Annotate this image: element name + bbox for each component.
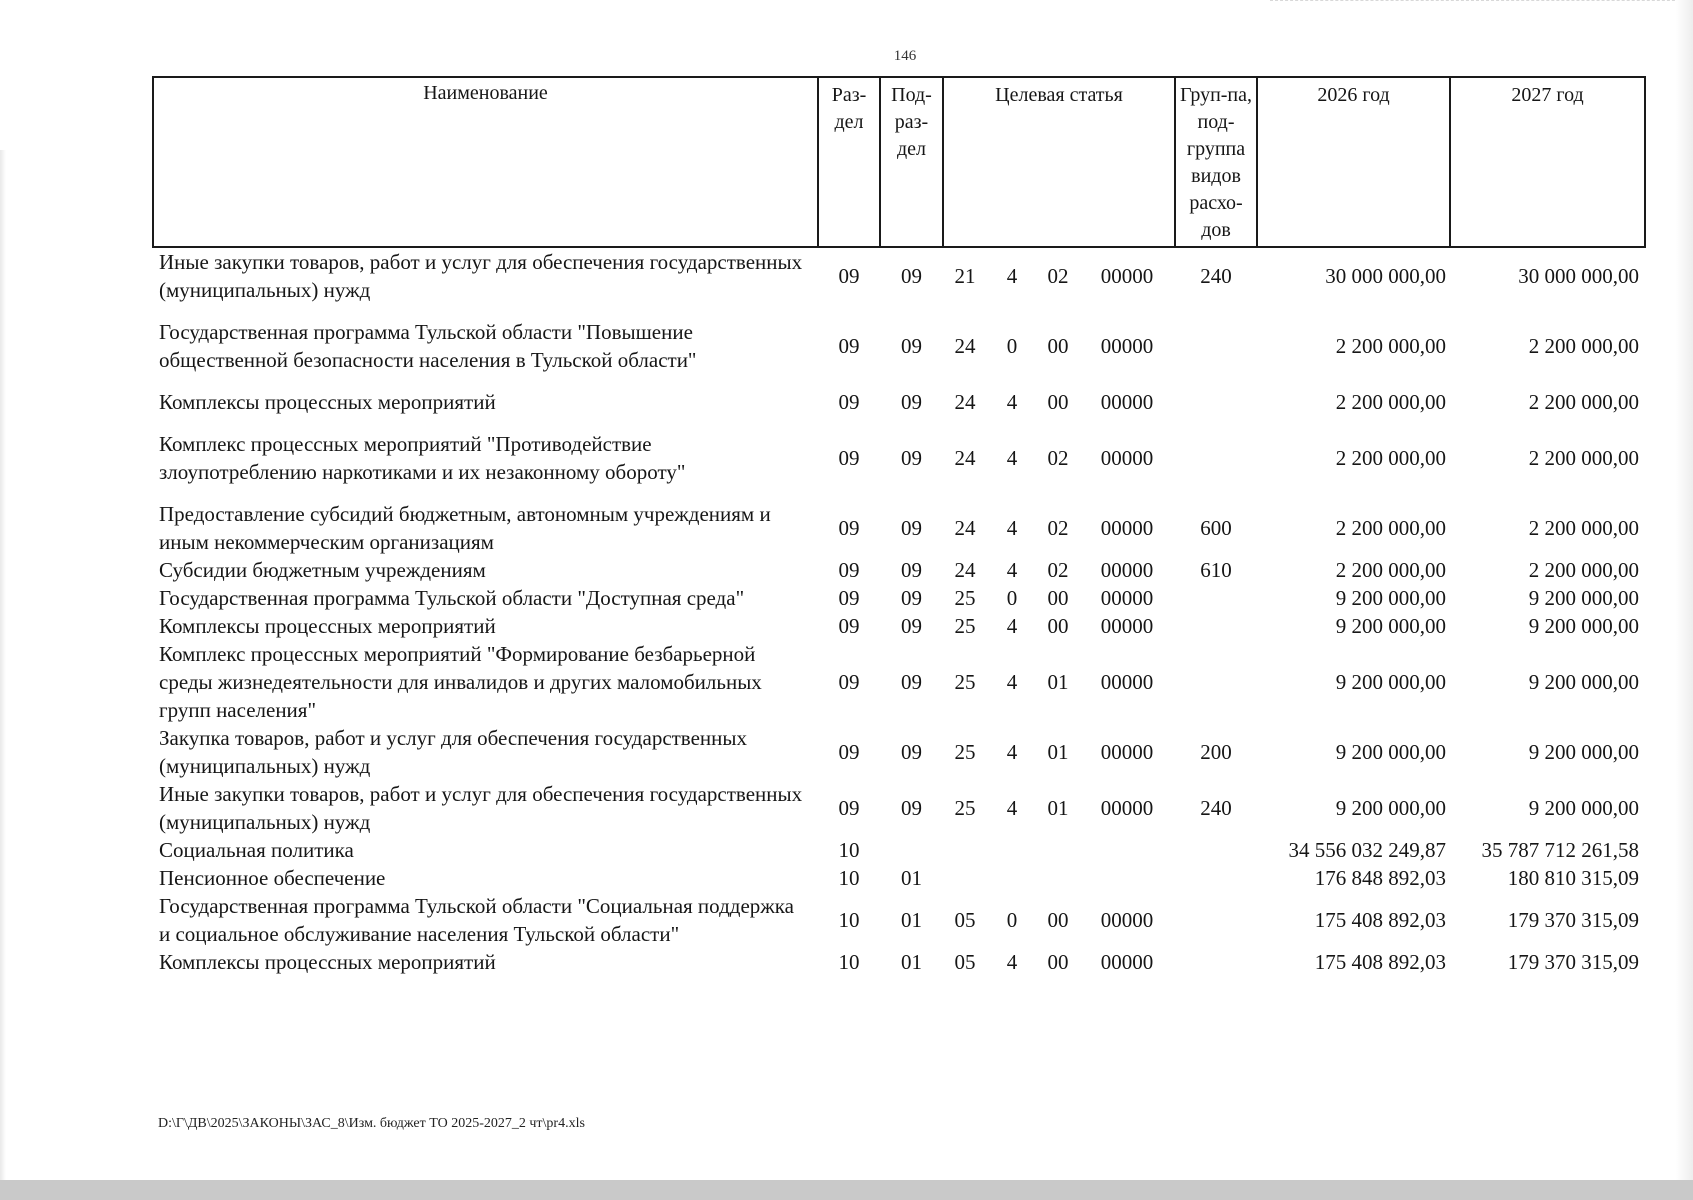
footer-file-path: D:\Г\ДВ\2025\ЗАКОНЫ\ЗАС_8\Изм. бюджет ТО 2025-2027_2 чт\pr4.xls (158, 1116, 585, 1131)
table-row (153, 948, 1645, 976)
row-spacer-cell (153, 374, 1645, 388)
cell-razdel: 10 (838, 838, 860, 862)
cell-expense-group (1175, 864, 1257, 892)
cell-podrazdel: 09 (901, 614, 922, 638)
table-row (153, 612, 1645, 640)
cell-name: Пенсионное обеспечение (159, 866, 386, 890)
cell-expense-group (1175, 948, 1257, 976)
cell-razdel: 10 (838, 950, 860, 974)
cell-amount-2026: 176 848 892,03 (1314, 866, 1447, 890)
cell-target-element: 01 (1047, 796, 1069, 820)
cell-expense-group (1175, 318, 1257, 374)
scan-edge-left (0, 150, 6, 1180)
table-row (153, 892, 1645, 948)
table-row (153, 724, 1645, 780)
cell-expense-group (1175, 584, 1257, 612)
cell-target-type: 4 (1006, 796, 1018, 820)
cell-razdel: 09 (838, 614, 860, 638)
cell-target-element (1037, 864, 1079, 892)
header-podrazdel: Под-раз-дел (880, 77, 943, 247)
table-row (153, 500, 1645, 556)
cell-razdel: 09 (838, 446, 860, 470)
cell-razdel: 09 (838, 516, 860, 540)
cell-target-type: 4 (1006, 264, 1018, 288)
cell-target-type: 4 (1006, 740, 1018, 764)
cell-podrazdel: 01 (901, 908, 922, 932)
cell-podrazdel: 01 (901, 866, 922, 890)
budget-table-container (152, 76, 1644, 976)
cell-target-program: 24 (954, 516, 976, 540)
cell-expense-group (1175, 388, 1257, 416)
cell-target-program: 05 (954, 950, 976, 974)
row-spacer (153, 304, 1645, 318)
cell-amount-2026: 2 200 000,00 (1335, 334, 1447, 358)
cell-razdel: 10 (838, 908, 860, 932)
cell-podrazdel: 09 (901, 558, 922, 582)
cell-target-type: 4 (1006, 950, 1018, 974)
cell-expense-group (1175, 892, 1257, 948)
cell-target-program: 25 (954, 740, 976, 764)
cell-target-element: 02 (1047, 446, 1069, 470)
cell-target-type: 0 (1006, 334, 1018, 358)
cell-target-type: 0 (1006, 908, 1018, 932)
scan-artifact (1270, 0, 1690, 7)
table-row (153, 780, 1645, 836)
table-row (153, 640, 1645, 724)
cell-target-element: 00 (1047, 390, 1069, 414)
cell-name: Комплексы процессных мероприятий (159, 390, 496, 414)
cell-amount-2026: 175 408 892,03 (1314, 908, 1447, 932)
cell-target-direction: 00000 (1100, 390, 1154, 414)
table-row (153, 864, 1645, 892)
cell-amount-2027: 2 200 000,00 (1528, 446, 1640, 470)
cell-target-program: 24 (954, 390, 976, 414)
budget-table (152, 76, 1646, 976)
cell-target-type: 4 (1006, 390, 1018, 414)
cell-razdel: 09 (838, 334, 860, 358)
cell-target-type: 4 (1006, 614, 1018, 638)
cell-target-program (943, 836, 987, 864)
cell-target-direction: 00000 (1100, 670, 1154, 694)
scan-edge-right (1676, 0, 1693, 1200)
table-row (153, 388, 1645, 416)
cell-amount-2027: 9 200 000,00 (1528, 796, 1640, 820)
cell-target-element: 00 (1047, 908, 1069, 932)
cell-expense-group: 240 (1200, 264, 1232, 288)
cell-target-type: 4 (1006, 558, 1018, 582)
table-row (153, 318, 1645, 374)
table-row (153, 584, 1645, 612)
row-spacer (153, 416, 1645, 430)
cell-target-program: 24 (954, 446, 976, 470)
cell-amount-2026: 9 200 000,00 (1335, 796, 1447, 820)
cell-name: Комплекс процессных мероприятий "Формирование безбарьерной среды жизнедеятельности для инвалидов и других маломобильных групп населения" (159, 642, 762, 722)
cell-target-element: 00 (1047, 586, 1069, 610)
cell-target-program: 25 (954, 670, 976, 694)
cell-target-direction: 00000 (1100, 334, 1154, 358)
cell-podrazdel: 09 (901, 740, 922, 764)
cell-target-program: 25 (954, 796, 976, 820)
cell-podrazdel: 09 (901, 334, 922, 358)
cell-razdel: 09 (838, 586, 860, 610)
row-spacer (153, 486, 1645, 500)
cell-razdel: 09 (838, 740, 860, 764)
cell-target-type: 4 (1006, 516, 1018, 540)
cell-target-program (943, 864, 987, 892)
cell-amount-2027: 2 200 000,00 (1528, 334, 1640, 358)
cell-razdel: 09 (838, 264, 860, 288)
cell-target-program: 24 (954, 334, 976, 358)
cell-target-element: 00 (1047, 950, 1069, 974)
cell-amount-2026: 9 200 000,00 (1335, 740, 1447, 764)
cell-razdel: 09 (838, 796, 860, 820)
cell-amount-2026: 9 200 000,00 (1335, 586, 1447, 610)
cell-amount-2026: 175 408 892,03 (1314, 950, 1447, 974)
cell-podrazdel: 09 (901, 446, 922, 470)
cell-name: Социальная политика (159, 838, 354, 862)
header-name: Наименование (153, 77, 818, 247)
table-row (153, 556, 1645, 584)
cell-target-type (987, 836, 1037, 864)
cell-target-element: 01 (1047, 670, 1069, 694)
cell-razdel: 10 (838, 866, 860, 890)
header-razdel: Раз-дел (818, 77, 880, 247)
cell-expense-group: 200 (1200, 740, 1232, 764)
cell-target-direction: 00000 (1100, 614, 1154, 638)
table-row (153, 430, 1645, 486)
cell-podrazdel: 09 (901, 670, 922, 694)
table-row (153, 247, 1645, 304)
cell-amount-2027: 35 787 712 261,58 (1481, 838, 1640, 862)
cell-amount-2027: 9 200 000,00 (1528, 614, 1640, 638)
cell-amount-2026: 9 200 000,00 (1335, 614, 1447, 638)
cell-amount-2026: 2 200 000,00 (1335, 516, 1447, 540)
cell-target-element: 02 (1047, 558, 1069, 582)
cell-amount-2027: 2 200 000,00 (1528, 390, 1640, 414)
cell-target-element: 00 (1047, 614, 1069, 638)
cell-target-direction: 00000 (1100, 446, 1154, 470)
cell-expense-group (1175, 836, 1257, 864)
cell-amount-2027: 179 370 315,09 (1507, 908, 1640, 932)
cell-razdel: 09 (838, 558, 860, 582)
cell-name: Комплексы процессных мероприятий (159, 614, 496, 638)
cell-target-direction: 00000 (1100, 908, 1154, 932)
cell-target-direction: 00000 (1100, 586, 1154, 610)
cell-target-program: 25 (954, 586, 976, 610)
cell-target-element: 00 (1047, 334, 1069, 358)
header-year-2026: 2026 год (1257, 77, 1450, 247)
table-row (153, 836, 1645, 864)
cell-name: Государственная программа Тульской области "Социальная поддержка и социальное обслуживание населения Тульской области" (159, 894, 794, 946)
cell-podrazdel: 09 (901, 586, 922, 610)
cell-target-program: 25 (954, 614, 976, 638)
cell-target-program: 24 (954, 558, 976, 582)
row-spacer-cell (153, 486, 1645, 500)
cell-expense-group: 600 (1200, 516, 1232, 540)
cell-target-direction: 00000 (1100, 558, 1154, 582)
cell-expense-group: 610 (1200, 558, 1232, 582)
cell-amount-2026: 2 200 000,00 (1335, 446, 1447, 470)
cell-target-type: 4 (1006, 670, 1018, 694)
cell-expense-group (1175, 640, 1257, 724)
cell-target-type (987, 864, 1037, 892)
cell-amount-2026: 9 200 000,00 (1335, 670, 1447, 694)
cell-expense-group: 240 (1200, 796, 1232, 820)
cell-name: Комплексы процессных мероприятий (159, 950, 496, 974)
cell-target-direction: 00000 (1100, 740, 1154, 764)
cell-target-element: 02 (1047, 516, 1069, 540)
cell-podrazdel: 09 (901, 390, 922, 414)
cell-podrazdel: 09 (901, 264, 922, 288)
table-body (153, 247, 1645, 976)
cell-amount-2027: 9 200 000,00 (1528, 670, 1640, 694)
cell-podrazdel: 09 (901, 516, 922, 540)
cell-name: Иные закупки товаров, работ и услуг для обеспечения государственных (муниципальных) нужд (159, 782, 803, 834)
cell-name: Государственная программа Тульской области "Повышение общественной безопасности населения в Тульской области" (159, 320, 697, 372)
cell-name: Государственная программа Тульской области "Доступная среда" (159, 586, 745, 610)
cell-target-direction: 00000 (1100, 950, 1154, 974)
cell-amount-2027: 2 200 000,00 (1528, 558, 1640, 582)
cell-amount-2027: 180 810 315,09 (1507, 866, 1640, 890)
cell-amount-2026: 30 000 000,00 (1325, 264, 1447, 288)
cell-amount-2027: 2 200 000,00 (1528, 516, 1640, 540)
cell-amount-2026: 2 200 000,00 (1335, 558, 1447, 582)
scan-edge-bottom (0, 1180, 1693, 1200)
cell-amount-2027: 9 200 000,00 (1528, 740, 1640, 764)
cell-name: Закупка товаров, работ и услуг для обеспечения государственных (муниципальных) нужд (159, 726, 748, 778)
cell-target-program: 05 (954, 908, 976, 932)
cell-target-type: 4 (1006, 446, 1018, 470)
cell-target-element (1037, 836, 1079, 864)
cell-expense-group (1175, 612, 1257, 640)
row-spacer-cell (153, 416, 1645, 430)
cell-amount-2026: 2 200 000,00 (1335, 390, 1447, 414)
page-number: 146 (893, 48, 917, 64)
cell-name: Предоставление субсидий бюджетным, автономным учреждениям и иным некоммерческим организациям (159, 502, 771, 554)
table-header-row (153, 77, 1645, 247)
header-target: Целевая статья (943, 77, 1175, 247)
cell-amount-2026: 34 556 032 249,87 (1288, 838, 1447, 862)
cell-target-direction (1079, 836, 1175, 864)
header-group: Груп-па, под-группа видов расхо-дов (1175, 77, 1257, 247)
cell-razdel: 09 (838, 390, 860, 414)
cell-target-program: 21 (954, 264, 976, 288)
cell-target-direction: 00000 (1100, 796, 1154, 820)
header-year-2027: 2027 год (1450, 77, 1645, 247)
cell-target-direction: 00000 (1100, 516, 1154, 540)
cell-expense-group (1175, 430, 1257, 486)
cell-amount-2027: 9 200 000,00 (1528, 586, 1640, 610)
cell-target-element: 02 (1047, 264, 1069, 288)
cell-target-element: 01 (1047, 740, 1069, 764)
cell-name: Субсидии бюджетным учреждениям (159, 558, 486, 582)
cell-podrazdel: 09 (901, 796, 922, 820)
cell-target-direction (1079, 864, 1175, 892)
row-spacer-cell (153, 304, 1645, 318)
cell-amount-2027: 179 370 315,09 (1507, 950, 1640, 974)
cell-podrazdel: 01 (901, 950, 922, 974)
cell-name: Комплекс процессных мероприятий "Противодействие злоупотреблению наркотиками и их незаконному обороту" (159, 432, 686, 484)
row-spacer (153, 374, 1645, 388)
cell-target-type: 0 (1006, 586, 1018, 610)
cell-target-direction: 00000 (1100, 264, 1154, 288)
cell-amount-2027: 30 000 000,00 (1518, 264, 1640, 288)
cell-razdel: 09 (838, 670, 860, 694)
cell-name: Иные закупки товаров, работ и услуг для обеспечения государственных (муниципальных) нужд (159, 250, 803, 302)
cell-podrazdel (880, 836, 943, 864)
